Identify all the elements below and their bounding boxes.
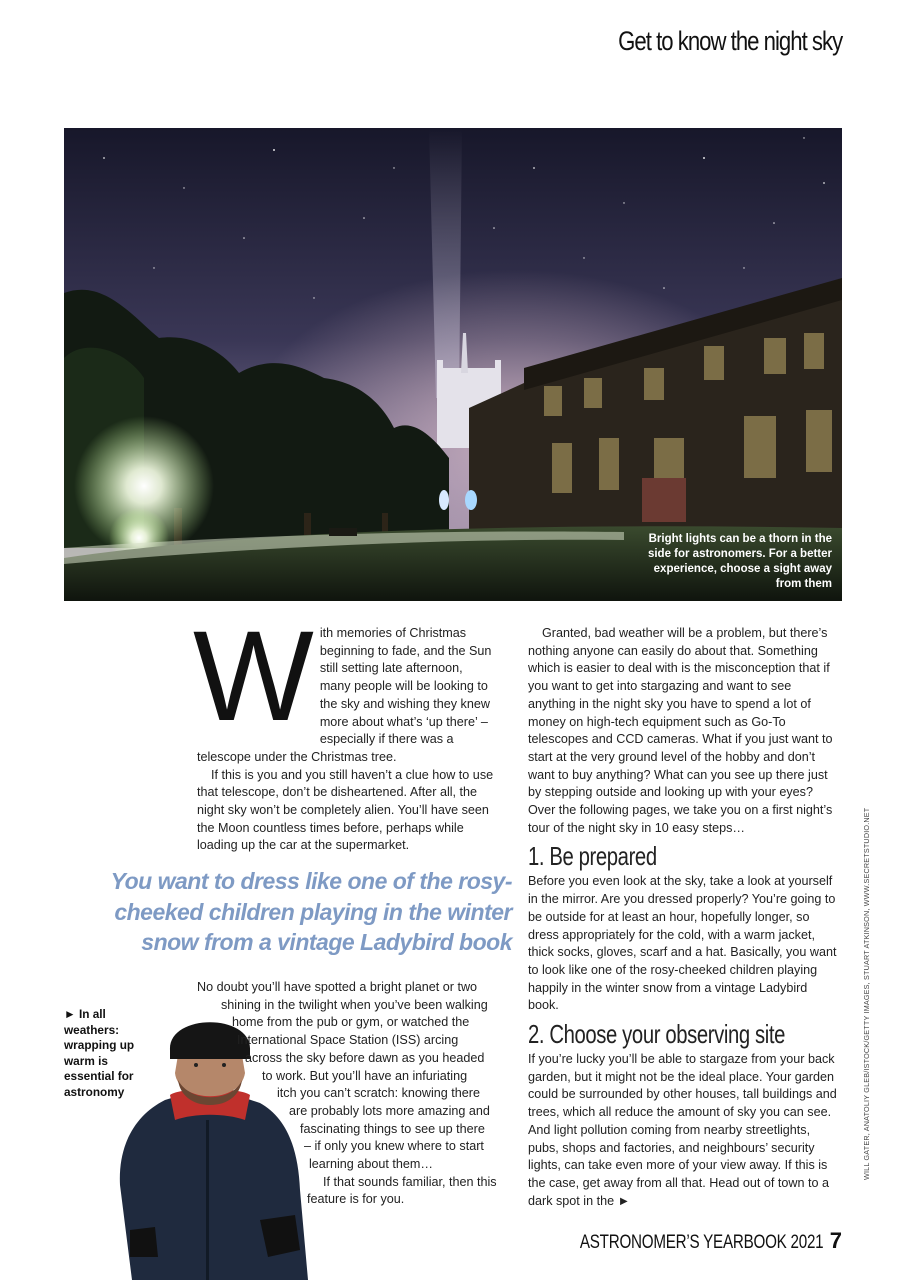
page-number: 7: [829, 1228, 842, 1253]
text-line: itch you can’t scratch: knowing there: [277, 1086, 481, 1101]
night-sky-photo: [64, 128, 842, 601]
hero-photo: [64, 128, 842, 601]
person-caption: ► In all weathers: wrapping up warm is essential for astronomy: [64, 1007, 135, 1099]
text-line: If that sounds familiar, then this: [323, 1174, 497, 1189]
right-paragraph-2: Before you even look at the sky, take a look at yourself in the mirror. Are you dressed properly? You’re going to be outside for at least an hour, hopefully longer, so dress appropriately for the cold, with a warm jacket, thick socks, gloves, scarf and a hat. Basically, you want to look like one of the rosy-cheeked children playing happily in the winter snow from a vintage Ladybird book.: [528, 874, 837, 1013]
page-footer: [519, 1228, 842, 1254]
text-line: learning about them…: [309, 1157, 433, 1172]
text-line: are probably lots more amazing and: [289, 1103, 490, 1118]
intro-column: [193, 605, 494, 855]
text-line: home from the pub or gym, or watched the: [232, 1015, 470, 1030]
photo-credits: WILL GATER, ANATOLIY GLEB/ISTOCK/GETTY IMAGES, STUART ATKINSON, WWW.SECRETSTUDIO.NET: [862, 807, 871, 1180]
text-line: to work. But you’ll have an infuriating: [262, 1068, 468, 1083]
lower-left-column: [197, 979, 537, 1209]
heading-choose-site: 2. Choose your observing site: [528, 1019, 785, 1050]
section-title: Get to know the night sky: [617, 26, 842, 56]
pull-quote: You want to dress like one of the rosy-cheeked children playing in the winter snow from a vintage Ladybird book: [110, 868, 512, 955]
text-line: No doubt you’ll have spotted a bright planet or two: [197, 980, 478, 994]
hero-caption: Bright lights can be a thorn in the side for astronomers. For a better experience, choose a sight away from them: [647, 533, 832, 590]
intro-paragraph-1: ith memories of Christmas beginning to fade, and the Sun still setting late afternoon, many people will be looking to the sky and wishing they knew more about what’s ‘up there’ – especially if there was a telescope under the Christmas tree.: [197, 626, 492, 764]
text-line: across the sky before dawn as you headed: [245, 1050, 485, 1065]
publication-title: ASTRONOMER’S YEARBOOK 2021: [580, 1232, 824, 1253]
drop-cap: W: [193, 605, 314, 748]
intro-paragraph-2: If this is you and you still haven’t a clue how to use that telescope, don’t be disheartened. After all, the night sky won’t be completely alien. You’ll have seen the Moon countless times before, perhaps while loading up the car at the supermarket.: [197, 767, 494, 853]
text-line: fascinating things to see up there: [300, 1121, 485, 1136]
text-line: shining in the twilight when you’ve been walking: [221, 997, 488, 1012]
right-paragraph-1: Granted, bad weather will be a problem, but there’s nothing anyone can easily do about that. Something which is easier to deal with is the misconception that if you want to get into stargazing and want to see anything in the night sky you have to spend a lot of money on high-tech equipment such as Go-To telescopes and CCD cameras. What if you just want to start at the very ground level of the hobby and don’t want to buy anything? What can you see up there just by stepping outside and looking up with your eyes? Over the following pages, we take you on a first night’s tour of the night sky in 10 easy steps…: [528, 626, 833, 835]
right-column: [528, 625, 840, 1210]
text-line: International Space Station (ISS) arcing: [237, 1033, 459, 1048]
heading-be-prepared: 1. Be prepared: [528, 841, 657, 872]
text-line: – if only you knew where to start: [304, 1139, 484, 1154]
right-paragraph-3: If you’re lucky you’ll be able to stargaze from your back garden, but it might not be the ideal place. Your garden could be surrounded by other houses, tall buildings and trees, which all reduce the amount of sky you can see. And light pollution coming from nearby streetlights, pubs, shops and factories, and neighbours’ security lights, can take even more of your view away. If this is the case, get away from all that. Head out of town to a dark spot in the ►: [528, 1052, 837, 1208]
text-line: feature is for you.: [307, 1192, 405, 1207]
